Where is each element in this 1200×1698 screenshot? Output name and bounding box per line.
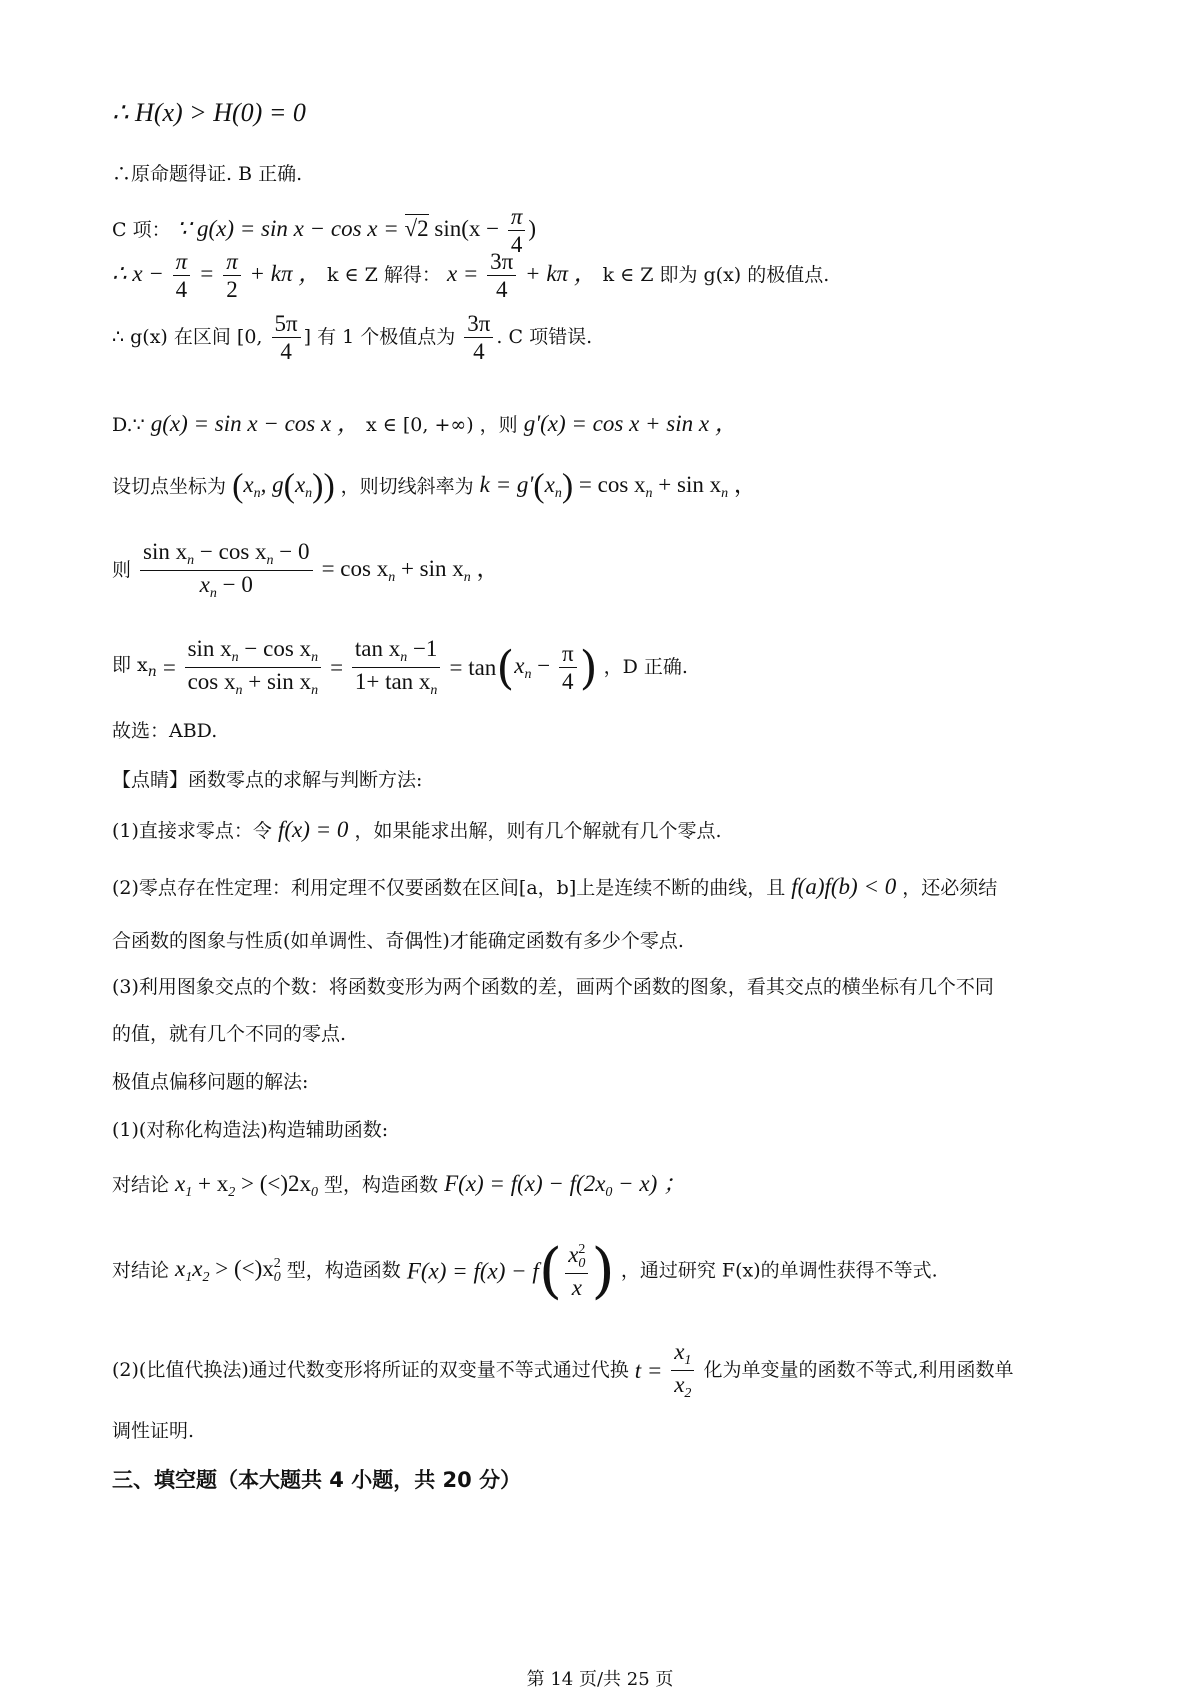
proof-line-h: ∴ H(x) > H(0) = 0: [112, 98, 306, 127]
answer-line: 故选：ABD.: [112, 720, 218, 742]
page-number: 第 14 页/共 25 页: [526, 1669, 674, 1690]
ratio-substitution-cont: 调性证明.: [112, 1420, 195, 1442]
proof-conclusion-b: ∴原命题得证. B 正确.: [112, 163, 303, 185]
option-c-conclusion: ∴ g(x) 在区间 [0, $\frac{5\pi}{4}$ ] 有 1 个极值点为 $\frac{3\pi}{4}$ . C 项错误.: [112, 311, 593, 364]
method-2-cont: 合函数的图象与性质(如单调性、奇偶性)才能确定函数有多少个零点.: [112, 930, 684, 952]
option-c-statement: C 项： ∵ g(x) = sin x − cos x = √2 sin(x − $\frac{\pi}{4}$ ): [112, 204, 537, 257]
product-construction: 对结论 $x_1x_2 > (<)x_0^2$ 型，构造函数 F(x) = f(x) − f( $\frac{x_0^2}{x}$ ) ，通过研究 F(x)的单调性获得不等式.: [112, 1236, 938, 1306]
ratio-substitution: (2)(比值代换法)通过代数变形将所证的双变量不等式通过代换 t = $\frac{x_1}{x_2}$ 化为单变量的函数不等式,利用函数单: [112, 1339, 1014, 1401]
method-2: (2)零点存在性定理：利用定理不仅要函数在区间[a，b]上是连续不断的曲线，且 f(a)f(b) < 0 ，还必须结: [112, 874, 998, 899]
sum-construction: 对结论 $x_1 + x_2 > (<)2x_0$ 型，构造函数 $F(x) = f(x) - f(2x_0 - x)$ ；: [112, 1171, 687, 1200]
section-heading-fill-in: 三、填空题（本大题共 4 小题，共 20 分）: [112, 1468, 522, 1492]
method-3-cont: 的值，就有几个不同的零点.: [112, 1023, 347, 1045]
tangent-point-line: 设切点坐标为 ($x_n$, $g(x_n)$) ，则切线斜率为 $k = g'(x_n) = \cos x_n + \sin x_n$ ，: [112, 468, 757, 505]
slope-equation: 则 $\frac{\sin x_n - \cos x_n - 0}{x_n - 0}$ = $\cos x_n + \sin x_n$ ，: [112, 539, 500, 601]
method-3: (3)利用图象交点的个数：将函数变形为两个函数的差，画两个函数的图象，看其交点的横坐标有几个不同: [112, 976, 994, 998]
method-1: (1)直接求零点：令 f(x) = 0 ，如果能求出解，则有几个解就有几个零点.: [112, 817, 722, 842]
tip-heading: 【点睛】函数零点的求解与判断方法:: [112, 769, 423, 791]
option-c-extrema: ∴ x − $\frac{\pi}{4}$ = $\frac{\pi}{2}$ + kπ ， k ∈ Z 解得： x = $\frac{3\pi}{4}$ + kπ ， k ∈ Z 即为 g(x) 的极值点.: [112, 249, 830, 302]
tangent-solution: 即 $x_n$ = $\frac{\sin x_n - \cos x_n}{\cos x_n + \sin x_n}$ = $\frac{\tan x_n -1}{1+ \tan x_n}$ = $\tan(x_n$ − $\frac{\pi}{4}$ ) ，D 正确.: [112, 636, 688, 698]
symmetric-construction: (1)(对称化构造法)构造辅助函数:: [112, 1119, 389, 1141]
option-d-statement: D.∵ g(x) = sin x − cos x ， x ∈ [0, +∞) ，则 g'(x) = cos x + sin x ，: [112, 411, 738, 436]
extremum-shift-heading: 极值点偏移问题的解法:: [112, 1071, 309, 1093]
